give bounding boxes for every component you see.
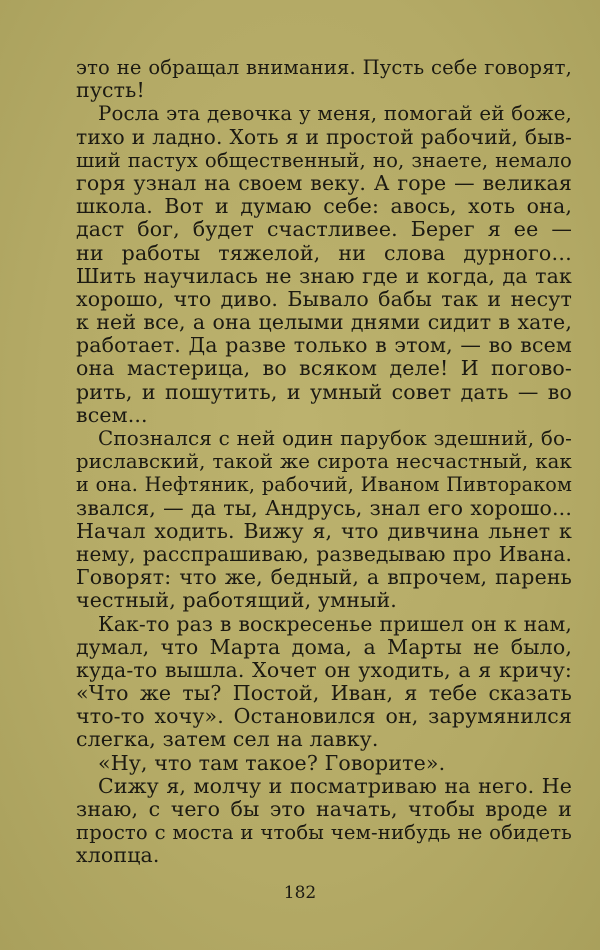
text-line: всем... [76,402,148,427]
text-line: «Что же ты? Постой, Иван, я тебе сказать [76,681,572,706]
text-line: Начал ходить. Вижу я, что дивчина льнет к [76,518,572,543]
text-line: пусть! [76,78,145,103]
text-line: Росла эта девочка у меня, помогай ей боже, [98,102,572,126]
text-line: хорошо, что диво. Бывало бабы так и несут [76,286,572,311]
text-line: звался, — да ты, Андрусь, знал его хорошо... [76,495,572,520]
text-line: что-то хочу». Остановился он, зарумянился [76,704,572,729]
text-line: знаю, с чего бы это начать, чтобы вроде и [76,797,572,821]
text-line: Как-то раз в воскресенье пришел он к нам, [98,611,572,636]
text-line: просто с моста и чтобы чем-нибудь не обидеть [76,821,572,845]
text-line: школа. Вот и думаю себе: авось, хоть она, [76,194,572,219]
text-line: слегка, затем сел на лавку. [76,727,379,752]
text-line: нему, расспрашиваю, разведываю про Ивана. [76,541,572,566]
text-line: куда-то вышла. Хочет он уходить, а я кричу: [76,657,572,682]
text-line: Говорят: что же, бедный, а впрочем, парень [76,565,572,590]
text-line: ни работы тяжелой, ни слова дурного… [76,240,572,265]
text-line: «Ну, что там такое? Говорите». [98,750,446,775]
text-line: работает. Да разве только в этом, — во всем [76,333,572,358]
text-line: честный, работящий, умный. [76,588,397,613]
text-line: это не обращал внимания. Пусть себе говорят, [76,56,572,79]
text-line: думал, что Марта дома, а Марты не было, [76,634,572,659]
text-line: хлопца. [76,843,160,868]
text-line: рить, и пошутить, и умный совет дать — во [76,379,572,404]
text-line: Спознался с ней один парубок здешний, бо- [98,427,572,450]
text-line: она мастерица, во всяком деле! И погово- [76,356,572,381]
text-line: даст бог, будет счастливее. Берег я ее — [76,217,572,242]
text-line: Сижу я, молчу и посматриваю на него. Не [98,773,572,798]
body-text [76,56,572,868]
text-line: тихо и ладно. Хоть я и простой рабочий, быв- [76,124,572,149]
text-line: к ней все, а она целыми днями сидит в хате, [76,310,572,335]
text-line: Шить научилась не знаю где и когда, да так [76,263,572,288]
page-number: 182 [283,883,317,903]
text-line: горя узнал на своем веку. А горе — великая [76,170,572,195]
text-line: ший пастух общественный, но, знаете, немало [76,148,572,172]
text-line: и она. Нефтяник, рабочий, Иваном Пивтораком [76,473,572,497]
text-line: риславский, такой же сирота несчастный, как [76,450,572,474]
